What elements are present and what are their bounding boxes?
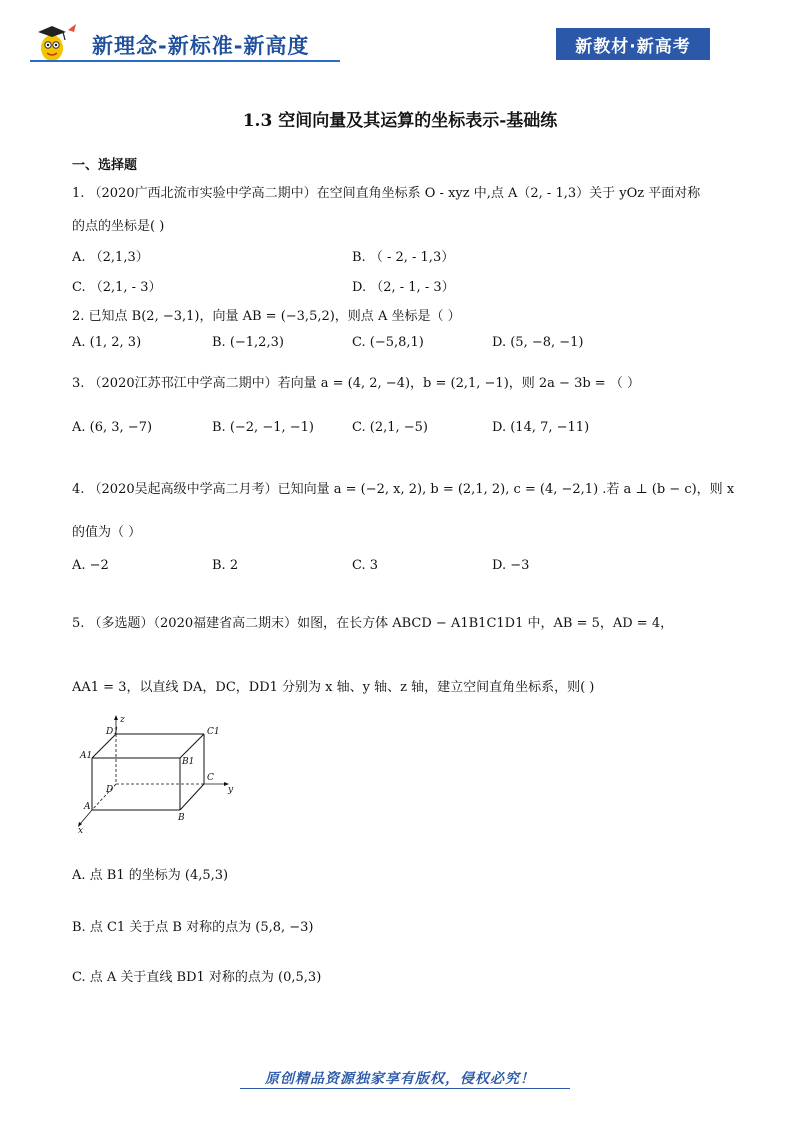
q4-stem-line1: 4. （2020吴起高级中学高二月考）已知向量 a = (−2, x, 2), b = (2,1, 2), c = (4, −2,1) .若 a ⊥ (b − c)，则 x [72, 482, 735, 497]
figure-label-b1: B1 [182, 757, 195, 767]
q1-stem-line1: 1. （2020广西北流市实验中学高二期中）在空间直角坐标系 O - xyz 中,点 A（2, - 1,3）关于 yOz 平面对称 [72, 186, 701, 201]
figure-label-c1: C1 [207, 727, 220, 737]
q1-option-d: D. （2, - 1, - 3） [352, 280, 455, 295]
figure-label-y: y [228, 785, 234, 795]
page-title: 1.3 空间向量及其运算的坐标表示-基础练 [242, 111, 558, 131]
header-slogan: 新理念-新标准-新高度 [92, 34, 310, 58]
q4-option-d: D. −3 [492, 558, 530, 573]
q2-option-a: A. (1, 2, 3) [72, 335, 142, 350]
q2-option-d: D. (5, −8, −1) [492, 335, 584, 350]
q5-stem-line2: AA1 = 3，以直线 DA，DC，DD1 分别为 x 轴、y 轴、z 轴，建立空间直角坐标系，则( ) [72, 680, 595, 695]
q4-stem-line2: 的值为（ ） [72, 525, 142, 540]
q3-option-a: A. (6, 3, −7) [72, 420, 153, 435]
figure-label-z: z [120, 715, 125, 725]
header-badge: 新教材·新高考 [556, 28, 710, 60]
q4-option-b: B. 2 [212, 558, 239, 573]
figure-label-x: x [78, 826, 84, 834]
q5-option-b: B. 点 C1 关于点 B 对称的点为 (5,8, −3) [72, 920, 314, 935]
footer-underline [240, 1088, 570, 1089]
figure-label-d: D [106, 785, 114, 795]
q5-option-a: A. 点 B1 的坐标为 (4,5,3) [72, 868, 229, 883]
header-divider [30, 60, 340, 62]
q3-stem: 3. （2020江苏邗江中学高二期中）若向量 a = (4, 2, −4)，b = (2,1, −1)，则 2a − 3b = （ ） [72, 376, 640, 391]
figure-label-c: C [207, 773, 214, 783]
q3-option-d: D. (14, 7, −11) [492, 420, 590, 435]
copyright-footer: 原创精品资源独家享有版权，侵权必究！ [265, 1071, 535, 1087]
q1-option-a: A. （2,1,3） [72, 250, 149, 265]
q5-option-c: C. 点 A 关于直线 BD1 对称的点为 (0,5,3) [72, 970, 322, 985]
q4-option-c: C. 3 [352, 558, 379, 573]
q2-option-b: B. (−1,2,3) [212, 335, 284, 350]
figure-label-a: A [84, 802, 91, 812]
section-heading: 一、选择题 [72, 158, 138, 173]
q4-option-a: A. −2 [72, 558, 109, 573]
q5-stem-line1: 5. （多选题）（2020福建省高二期末）如图，在长方体 ABCD − A1B1C1D1 中，AB = 5，AD = 4， [72, 616, 674, 631]
figure-label-b: B [178, 813, 185, 823]
q3-option-c: C. (2,1, −5) [352, 420, 428, 435]
figure-label-d1: D1 [106, 727, 119, 737]
q1-stem-line2: 的点的坐标是( ) [72, 219, 165, 234]
cuboid-diagram [70, 712, 250, 834]
q1-option-b: B. （ - 2, - 1,3） [352, 250, 455, 265]
q2-stem: 2. 已知点 B(2, −3,1)，向量 AB = (−3,5,2)，则点 A 坐标是（ ） [72, 309, 461, 324]
figure-label-a1: A1 [80, 751, 93, 761]
q2-option-c: C. (−5,8,1) [352, 335, 424, 350]
q1-option-c: C. （2,1, - 3） [72, 280, 162, 295]
q3-option-b: B. (−2, −1, −1) [212, 420, 314, 435]
